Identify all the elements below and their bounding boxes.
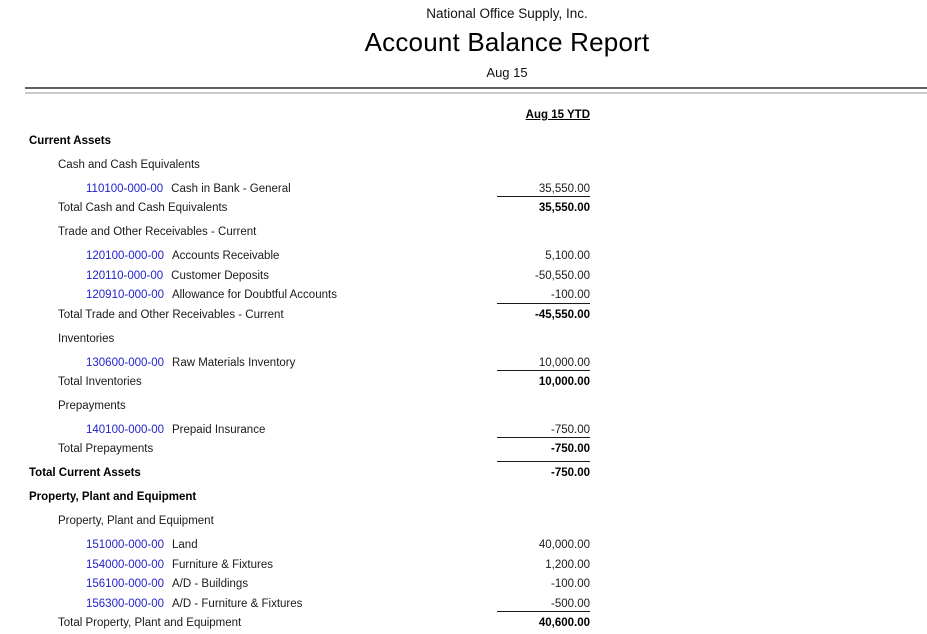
- account-name: Accounts Receivable: [172, 250, 280, 262]
- total-label: Total Property, Plant and Equipment: [58, 617, 242, 629]
- amount-subtotal-rule: [497, 370, 590, 371]
- account-number-link[interactable]: 110100-000-00: [86, 183, 164, 195]
- amount-subtotal-rule: [497, 196, 590, 197]
- account-name: Cash in Bank - General: [171, 183, 291, 195]
- total-label: Total Prepayments: [58, 443, 154, 455]
- report-period: Aug 15: [486, 65, 528, 80]
- account-row: [0, 356, 927, 372]
- total-label: Total Cash and Cash Equivalents: [58, 202, 228, 214]
- account-row: [0, 577, 927, 593]
- account-number-link[interactable]: 140100-000-00: [86, 424, 165, 436]
- amount-value: -500.00: [550, 598, 590, 610]
- header-rule-light: [25, 92, 927, 94]
- total-label: Total Trade and Other Receivables - Current: [58, 309, 284, 321]
- amount-value: 40,000.00: [538, 539, 590, 551]
- subsection-label: Trade and Other Receivables - Current: [58, 226, 257, 238]
- total-row: [0, 616, 927, 632]
- subsection-label: Prepayments: [58, 400, 126, 412]
- amount-value: -750.00: [550, 467, 590, 479]
- account-row-content: [86, 288, 337, 302]
- account-number-link[interactable]: 120910-000-00: [86, 289, 165, 301]
- account-row: [0, 182, 927, 198]
- account-row-content: [86, 269, 269, 283]
- account-row-content: [86, 423, 265, 437]
- account-row: [0, 249, 927, 265]
- column-header-ytd: Aug 15 YTD: [525, 109, 590, 121]
- account-name: Furniture & Fixtures: [172, 559, 273, 571]
- account-row-content: [86, 356, 295, 370]
- account-row-content: [86, 558, 273, 572]
- amount-value: -750.00: [550, 424, 590, 436]
- account-row: [0, 538, 927, 554]
- grandtotal-row: [0, 466, 927, 482]
- amount-subtotal-rule: [497, 437, 590, 438]
- amount-value: 1,200.00: [545, 559, 590, 571]
- amount-value: -45,550.00: [535, 309, 590, 321]
- section-row: [0, 490, 927, 506]
- account-number-link[interactable]: 151000-000-00: [86, 539, 165, 551]
- amount-value: 35,550.00: [538, 202, 590, 214]
- subsection-row: [0, 332, 927, 348]
- subsection-row: [0, 225, 927, 241]
- account-row-content: [86, 577, 248, 591]
- amount-value: -100.00: [550, 578, 590, 590]
- header-rule-dark: [25, 87, 927, 89]
- report-title: Account Balance Report: [364, 27, 650, 57]
- amount-value: 10,000.00: [538, 376, 590, 388]
- total-row: [0, 308, 927, 324]
- amount-subtotal-rule: [497, 611, 590, 612]
- account-name: Allowance for Doubtful Accounts: [172, 289, 337, 301]
- account-name: Customer Deposits: [171, 270, 269, 282]
- subsection-label: Property, Plant and Equipment: [58, 515, 214, 527]
- subsection-row: [0, 399, 927, 415]
- account-number-link[interactable]: 156300-000-00: [86, 598, 165, 610]
- subsection-row: [0, 514, 927, 530]
- account-name: Raw Materials Inventory: [172, 357, 296, 369]
- account-name: A/D - Furniture & Fixtures: [172, 598, 303, 610]
- account-number-link[interactable]: 156100-000-00: [86, 578, 165, 590]
- amount-value: 35,550.00: [538, 183, 590, 195]
- grandtotal-label: Total Current Assets: [29, 467, 141, 479]
- account-name: Prepaid Insurance: [172, 424, 266, 436]
- account-name: Land: [172, 539, 198, 551]
- amount-value: -100.00: [550, 289, 590, 301]
- company-name: National Office Supply, Inc.: [426, 6, 588, 21]
- subsection-label: Inventories: [58, 333, 115, 345]
- account-row-content: [86, 182, 291, 196]
- account-row: [0, 597, 927, 613]
- amount-value: 10,000.00: [538, 357, 590, 369]
- account-number-link[interactable]: 130600-000-00: [86, 357, 165, 369]
- account-row: [0, 558, 927, 574]
- amount-value: 5,100.00: [545, 250, 590, 262]
- section-row: [0, 134, 927, 150]
- account-row: [0, 269, 927, 285]
- amount-subtotal-rule: [497, 303, 590, 304]
- account-number-link[interactable]: 120100-000-00: [86, 250, 165, 262]
- amount-value: -50,550.00: [535, 270, 590, 282]
- section-label: Current Assets: [29, 135, 112, 147]
- total-label: Total Inventories: [58, 376, 142, 388]
- amount-subtotal-rule: [497, 461, 590, 462]
- section-label: Property, Plant and Equipment: [29, 491, 197, 503]
- account-row: [0, 288, 927, 304]
- account-row-content: [86, 597, 302, 611]
- total-row: [0, 201, 927, 217]
- account-row-content: [86, 538, 198, 552]
- subsection-row: [0, 158, 927, 174]
- total-row: [0, 375, 927, 391]
- amount-value: 40,600.00: [538, 617, 590, 629]
- total-row: [0, 442, 927, 458]
- amount-value: -750.00: [550, 443, 590, 455]
- account-number-link[interactable]: 120110-000-00: [86, 270, 164, 282]
- account-row: [0, 423, 927, 439]
- account-number-link[interactable]: 154000-000-00: [86, 559, 165, 571]
- account-row-content: [86, 249, 279, 263]
- account-name: A/D - Buildings: [172, 578, 249, 590]
- subsection-label: Cash and Cash Equivalents: [58, 159, 200, 171]
